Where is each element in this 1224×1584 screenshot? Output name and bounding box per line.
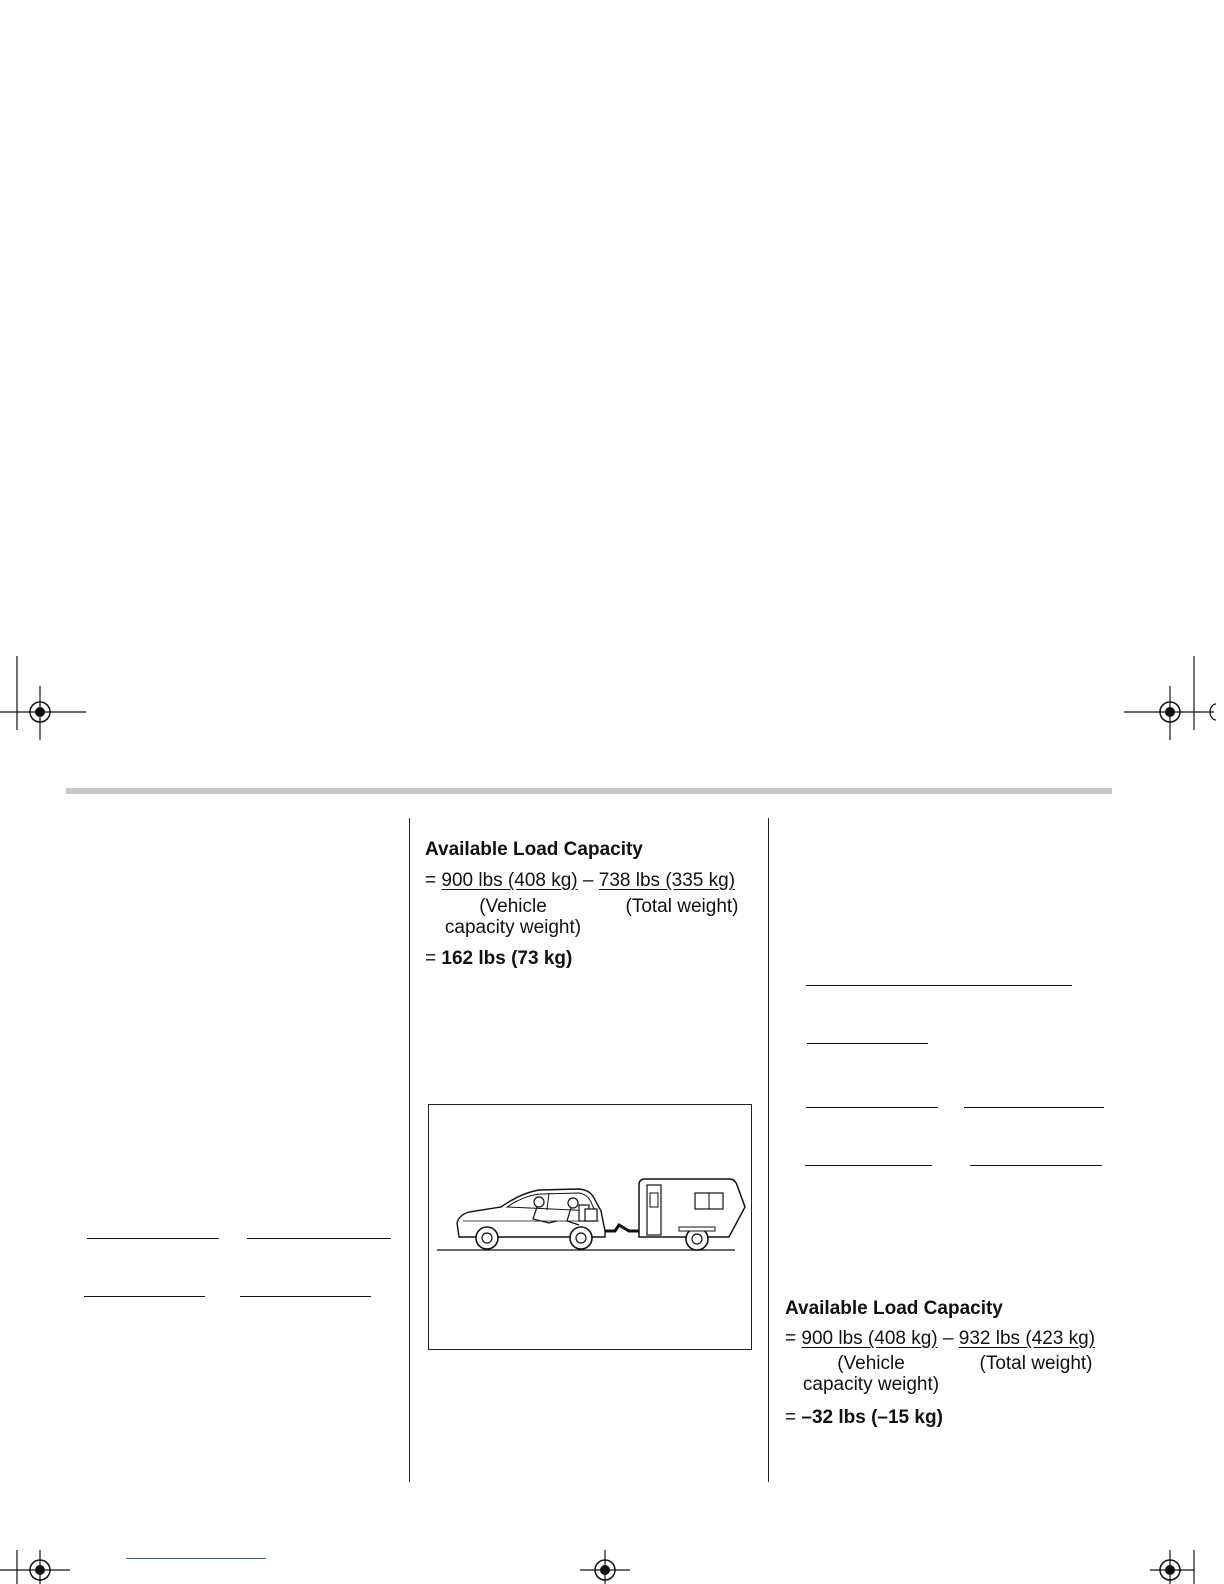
equals-sign: = [785,1328,797,1349]
registration-mark-icon [1150,1540,1224,1584]
total-weight-caption: (Total weight) [625,896,739,917]
column-divider [768,818,769,1482]
blank-line [247,1238,391,1239]
registration-mark-icon [0,656,90,766]
available-capacity-result: 162 lbs (73 kg) [441,948,573,969]
header-rule [66,788,1112,794]
minus-operator: – [942,1328,954,1349]
blank-line [806,985,1072,986]
column-divider [409,818,410,1482]
blank-line [240,1296,371,1297]
registration-mark-icon [0,1540,80,1584]
blank-line [84,1296,205,1297]
total-weight-caption: (Total weight) [979,1353,1093,1374]
equation-line [425,870,735,892]
blank-line [970,1165,1102,1166]
vehicle-capacity-value: 900 lbs (408 kg) [441,870,578,891]
section-heading: Available Load Capacity [785,1298,1003,1319]
car-towing-trailer-icon [429,1105,751,1349]
result-line: = 162 lbs (73 kg) [425,948,573,969]
blank-line [806,1107,938,1108]
blank-line [805,1165,932,1166]
blank-line [807,1043,928,1044]
available-capacity-result: –32 lbs (–15 kg) [801,1407,943,1428]
result-line: = –32 lbs (–15 kg) [785,1407,943,1428]
total-weight-value: 738 lbs (335 kg) [598,870,736,891]
total-weight-value: 932 lbs (423 kg) [958,1328,1096,1349]
vehicle-capacity-caption: (Vehicle capacity weight) [802,1353,940,1395]
vehicle-capacity-caption: (Vehicle capacity weight) [444,896,582,938]
equals-sign: = [425,870,437,891]
towing-illustration-frame [428,1104,752,1350]
minus-operator: – [582,870,594,891]
vehicle-capacity-value: 900 lbs (408 kg) [801,1328,938,1349]
blank-line [87,1238,219,1239]
equation-line [785,1328,1095,1350]
section-heading: Available Load Capacity [425,839,643,860]
registration-mark-icon [1124,656,1224,766]
footer-link-underline [126,1558,266,1559]
blank-line [964,1107,1104,1108]
registration-mark-icon [580,1540,630,1584]
